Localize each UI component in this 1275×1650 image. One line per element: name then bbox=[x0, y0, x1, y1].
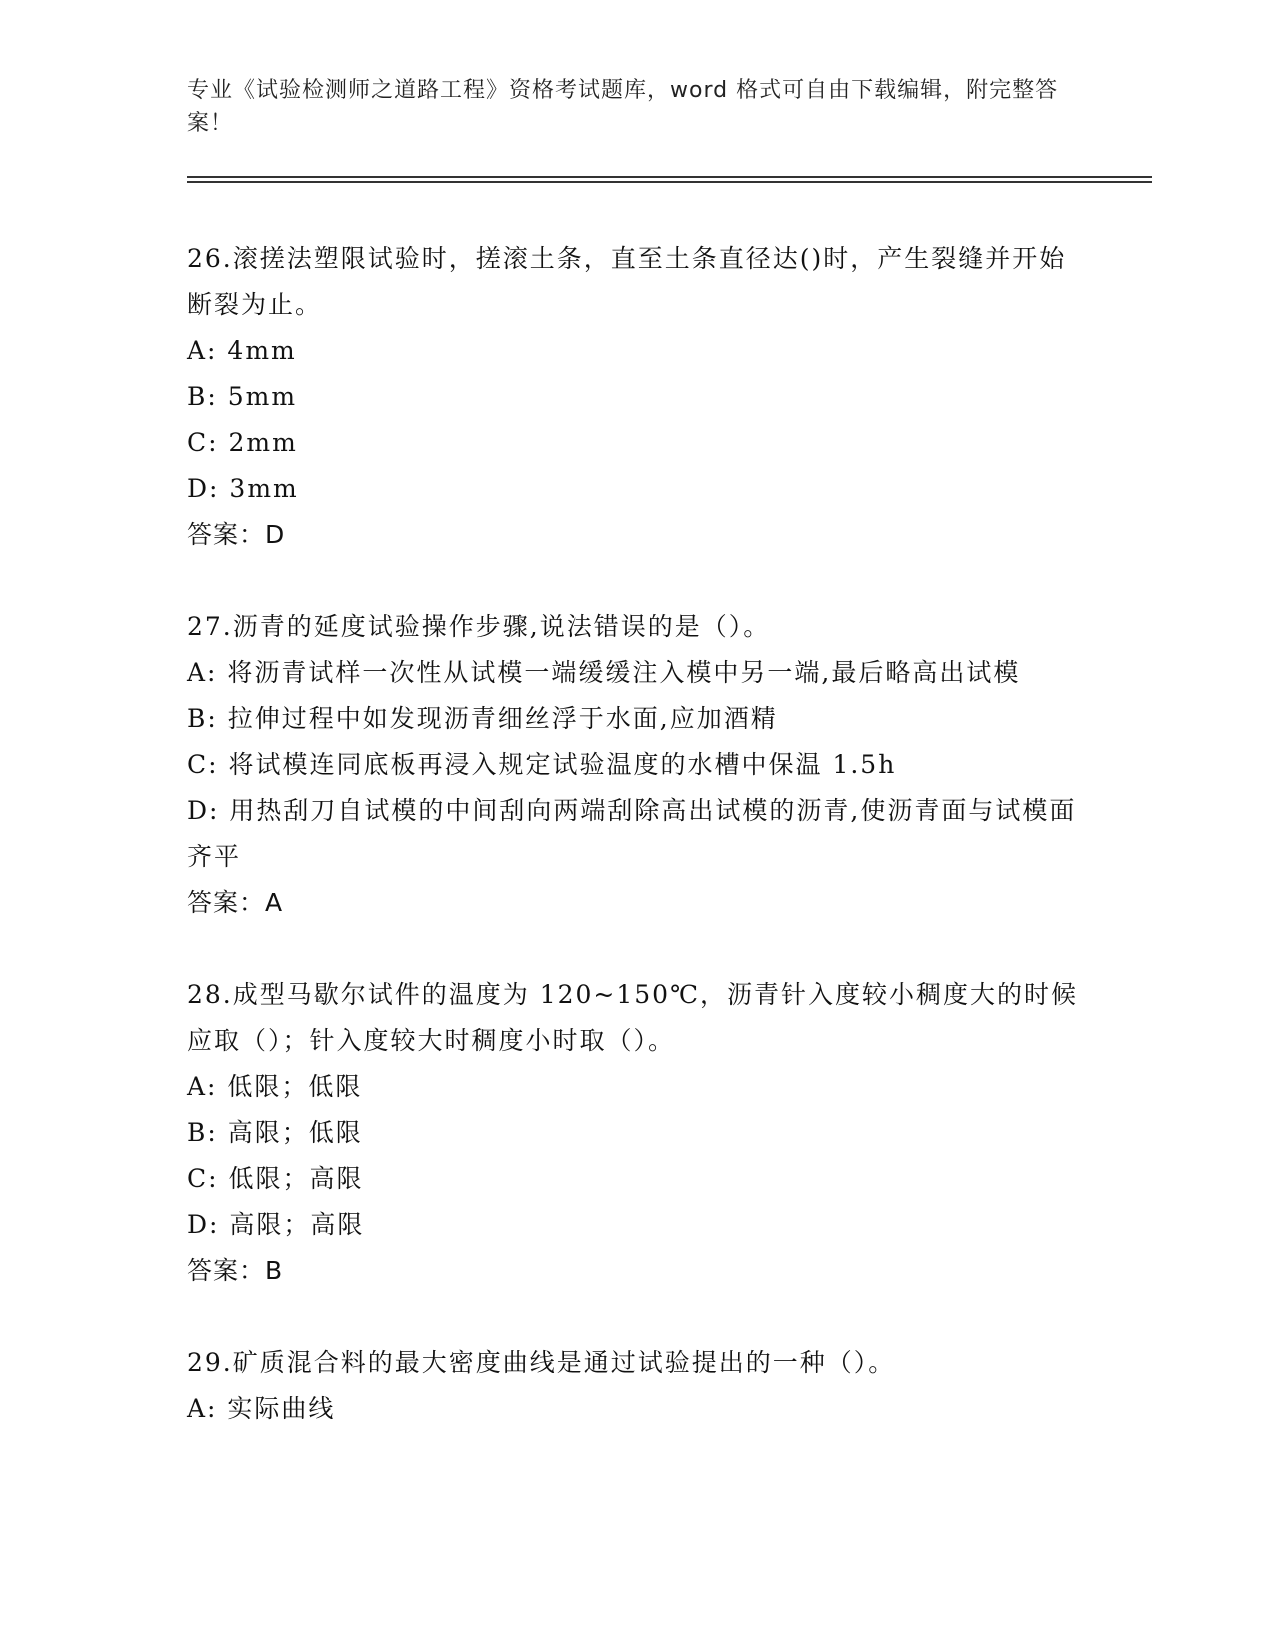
question-stem: 26.滚搓法塑限试验时，搓滚土条，直至土条直径达()时，产生裂缝并开始断裂为止。 bbox=[187, 244, 1067, 319]
option-a: A: 将沥青试样一次性从试模一端缓缓注入模中另一端,最后略高出试模 bbox=[187, 658, 1021, 687]
question-28 bbox=[187, 972, 1087, 1294]
option-d: D: 高限；高限 bbox=[187, 1210, 365, 1239]
option-c: C: 2mm bbox=[187, 428, 298, 457]
header-divider-bottom bbox=[187, 181, 1152, 183]
question-stem: 28.成型马歇尔试件的温度为 120~150℃，沥青针入度较小稠度大的时候应取（）；针入度较大时稠度小时取（）。 bbox=[187, 980, 1079, 1055]
question-27 bbox=[187, 604, 1087, 926]
question-list bbox=[187, 236, 1087, 1478]
answer-line: 答案：A bbox=[187, 888, 284, 917]
option-c: C: 低限；高限 bbox=[187, 1164, 364, 1193]
question-stem: 29.矿质混合料的最大密度曲线是通过试验提出的一种（）。 bbox=[187, 1348, 896, 1377]
answer-line: 答案：B bbox=[187, 1256, 284, 1285]
option-b: B: 拉伸过程中如发现沥青细丝浮于水面,应加酒精 bbox=[187, 704, 778, 733]
header-divider-top bbox=[187, 176, 1152, 178]
option-d: D: 用热刮刀自试模的中间刮向两端刮除高出试模的沥青,使沥青面与试模面齐平 bbox=[187, 796, 1077, 871]
question-stem: 27.沥青的延度试验操作步骤,说法错误的是（）。 bbox=[187, 612, 771, 641]
document-header: 专业《试验检测师之道路工程》资格考试题库，word 格式可自由下载编辑，附完整答案！ bbox=[187, 78, 1059, 136]
question-29 bbox=[187, 1340, 1087, 1432]
option-a: A: 低限；低限 bbox=[187, 1072, 363, 1101]
answer-line: 答案：D bbox=[187, 520, 286, 549]
option-a: A: 4mm bbox=[187, 336, 297, 365]
option-c: C: 将试模连同底板再浸入规定试验温度的水槽中保温 1.5h bbox=[187, 750, 897, 779]
option-b: B: 高限；低限 bbox=[187, 1118, 363, 1147]
option-d: D: 3mm bbox=[187, 474, 299, 503]
option-a: A: 实际曲线 bbox=[187, 1394, 336, 1423]
option-b: B: 5mm bbox=[187, 382, 298, 411]
question-26 bbox=[187, 236, 1087, 558]
